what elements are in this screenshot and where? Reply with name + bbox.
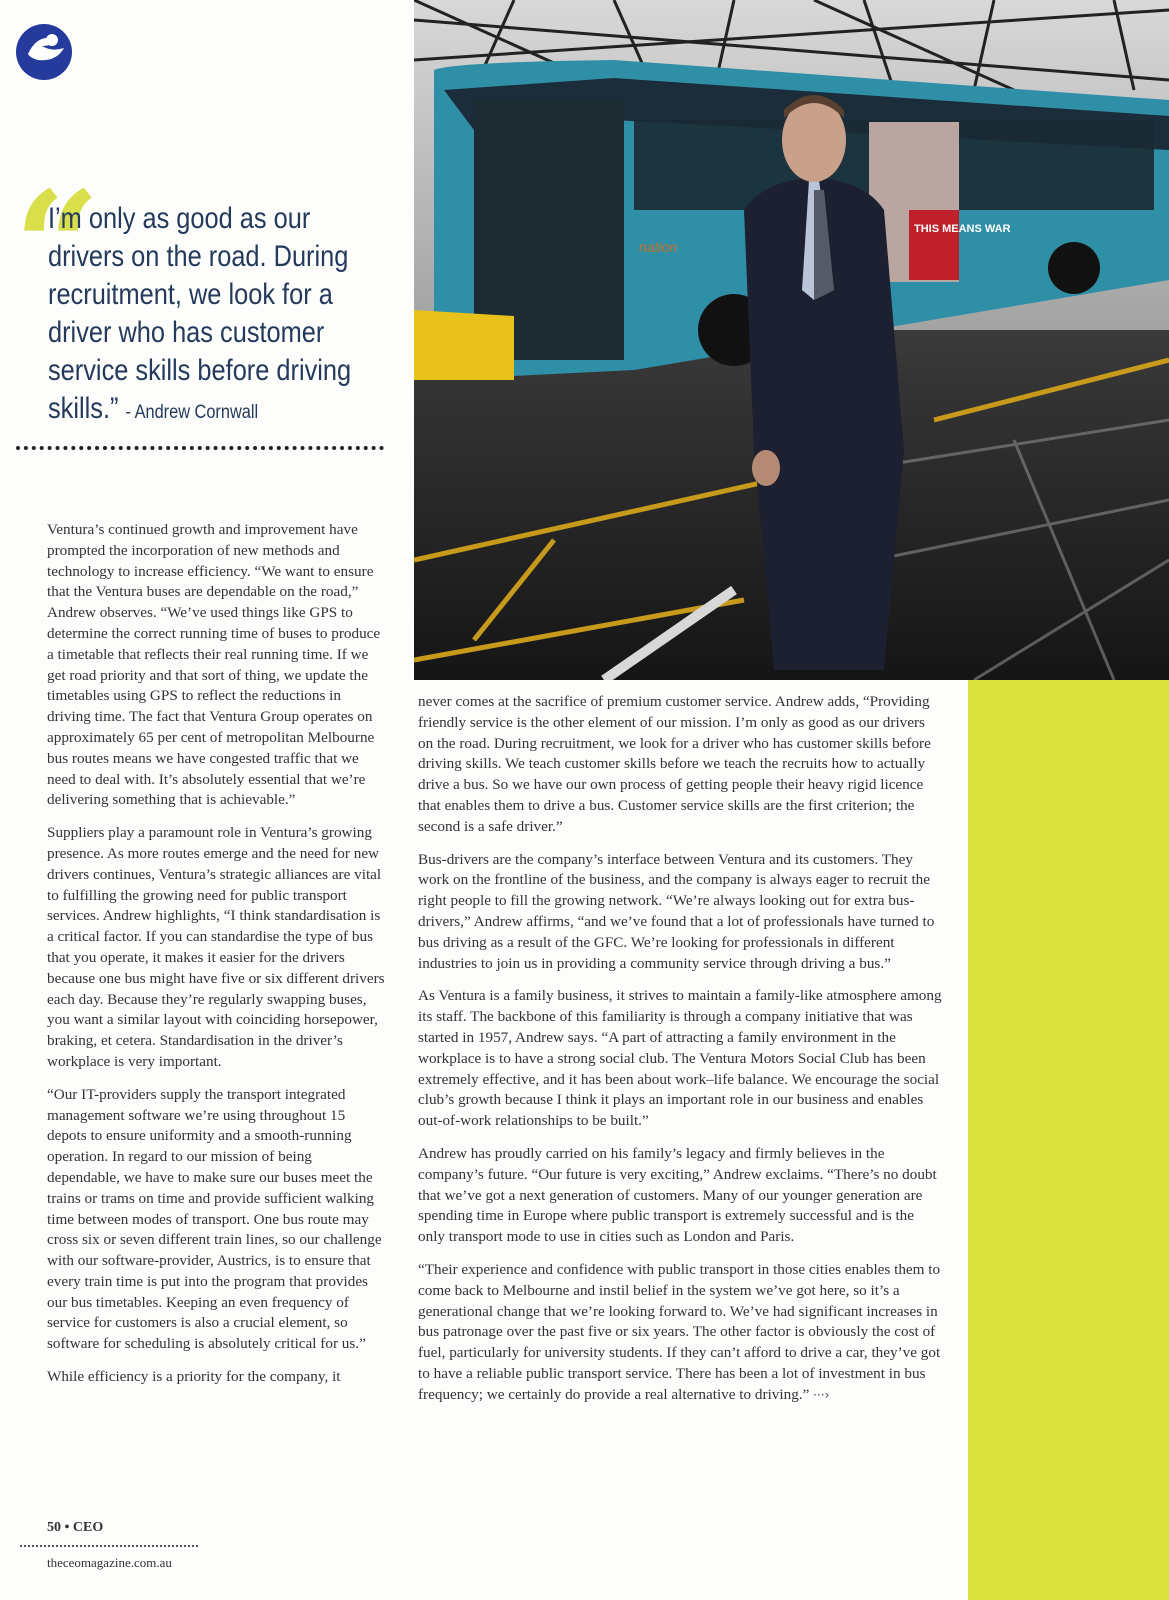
paragraph-text: “Their experience and confidence with public transport in those cities enables them to come back to Melbourne and instil belief in the system we’ve got here, so it’s a generational change that we’re looking forward to. We’ve had significant increases in bus patronage over the past five or six years. The other factor is obviously the cost of fuel, particularly for university students. If they can’t afford to drive a car, they’ve got to have a reliable public transport service. There has been a lot of investment in bus frequency; we certainly do provide a real alternative to driving.”	[418, 1260, 941, 1403]
pull-quote-attribution: - Andrew Cornwall	[125, 402, 259, 423]
paragraph: never comes at the sacrifice of premium customer service. Andrew adds, “Providing friendly service is the other element of our mission. I’m only as good as our drivers on the road. During recruitment, we look for a driver who has customer skills before driving skills. We teach customer skills before we teach the recruits how to actually drive a bus. So we have our own process of getting people their heavy rigid licence that enables them to drive a bus. Customer service skills are the first criterion; the second is a safe driver.”	[418, 693, 931, 835]
continue-arrow-icon: ···›	[813, 1387, 830, 1402]
magazine-logo	[14, 14, 80, 84]
pull-quote-body: I’m only as good as our drivers on the road. During recruitment, we look for a driver who has customer service skills before driving skills.”	[48, 202, 352, 425]
poster-text: THIS MEANS WAR	[914, 223, 1011, 235]
quote-mark-icon: “	[14, 159, 101, 335]
right-column	[418, 692, 943, 1418]
paragraph: Suppliers play a paramount role in Ventura’s growing presence. As more routes emerge and the need for new drivers continues, Ventura’s strategic alliances are vital to fulfilling the growing need for public transport services. Andrew highlights, “I think standardisation is a critical factor. If you can standardise the type of bus that you operate, it makes it easier for the drivers because one bus might have five or six different drivers each day. Because they’re regularly swapping buses, you want a similar layout with coinciding horsepower, braking, et cetera. Standardisation in the driver’s workplace is very important.	[47, 824, 385, 1070]
accent-bar	[968, 680, 1169, 1600]
footer-divider	[20, 1545, 198, 1547]
footer-url: theceomagazine.com.au	[47, 1555, 172, 1570]
paragraph: Ventura’s continued growth and improvement have prompted the incorporation of new methods and technology to increase efficiency. “We want to ensure that the Ventura buses are dependable on the road,” Andrew observes. “We’ve used things like GPS to determine the correct running time of buses to produce a timetable that reflects their real running time. If we get road priority and that sort of thing, we update the timetables using GPS to reflect the reductions in driving time. The fact that Ventura Group operates on approximately 65 per cent of metropolitan Melbourne bus routes means we have congested traffic that we need to deal with. It’s absolutely essential that we’re delivering something that is achievable.”	[47, 521, 381, 809]
paragraph: While efficiency is a priority for the company, it	[47, 1368, 341, 1386]
divider	[16, 446, 384, 450]
paragraph	[418, 1260, 943, 1406]
paragraph: Bus-drivers are the company’s interface between Ventura and its customers. They work on the frontline of the business, and the company is always eager to recruit the right people to fill the growing network. “We’re always looking out for extra bus-drivers,” Andrew affirms, “and we’ve found that a lot of professionals have turned to bus driving as a result of the GFC. We’re looking for professionals in different industries to join us in providing a community service through driving a bus.”	[418, 850, 935, 972]
paragraph: “Our IT-providers supply the transport integrated management software we’re using throughout 15 depots to ensure uniformity and a smooth-running operation. In regard to our mission of being dependable, we have to make sure our buses meet the trains or trams on time and provide sufficient walking time between modes of transport. One bus route may cross six or seven different train lines, so our challenge with our software-provider, Austrics, is to ensure that every train time is put into the program that provides our bus timetables. Keeping an even frequency of service for customers is also a crucial element, so software for scheduling is absolutely critical for us.”	[47, 1085, 382, 1353]
left-column	[47, 520, 387, 1400]
bus-brand-text: nation	[639, 239, 678, 255]
paragraph: Andrew has proudly carried on his family’s legacy and firmly believes in the company’s future. “Our future is very exciting,” Andrew exclaims. “There’s no doubt that we’ve got a next generation of customers. Many of our younger generation are spending time in Europe where public transport is extremely successful and is the only transport mode to use in cities such as London and Paris.	[418, 1144, 937, 1246]
paragraph: As Ventura is a family business, it strives to maintain a family-like atmosphere among its staff. The backbone of this familiarity is through a company initiative that was started in 1957, Andrew says. “A part of attracting a family environment in the workplace is to have a strong social club. The Ventura Motors Social Club has been extremely effective, and it has been about work–life balance. We encourage the social club’s growth because I think it plays an important role in our business and enables out-of-work relationships to be built.”	[418, 987, 942, 1130]
bus-depot-photo	[414, 0, 1169, 680]
pull-quote-text	[48, 200, 392, 432]
page-number: 50 • CEO	[47, 1520, 104, 1535]
pull-quote	[14, 159, 389, 432]
